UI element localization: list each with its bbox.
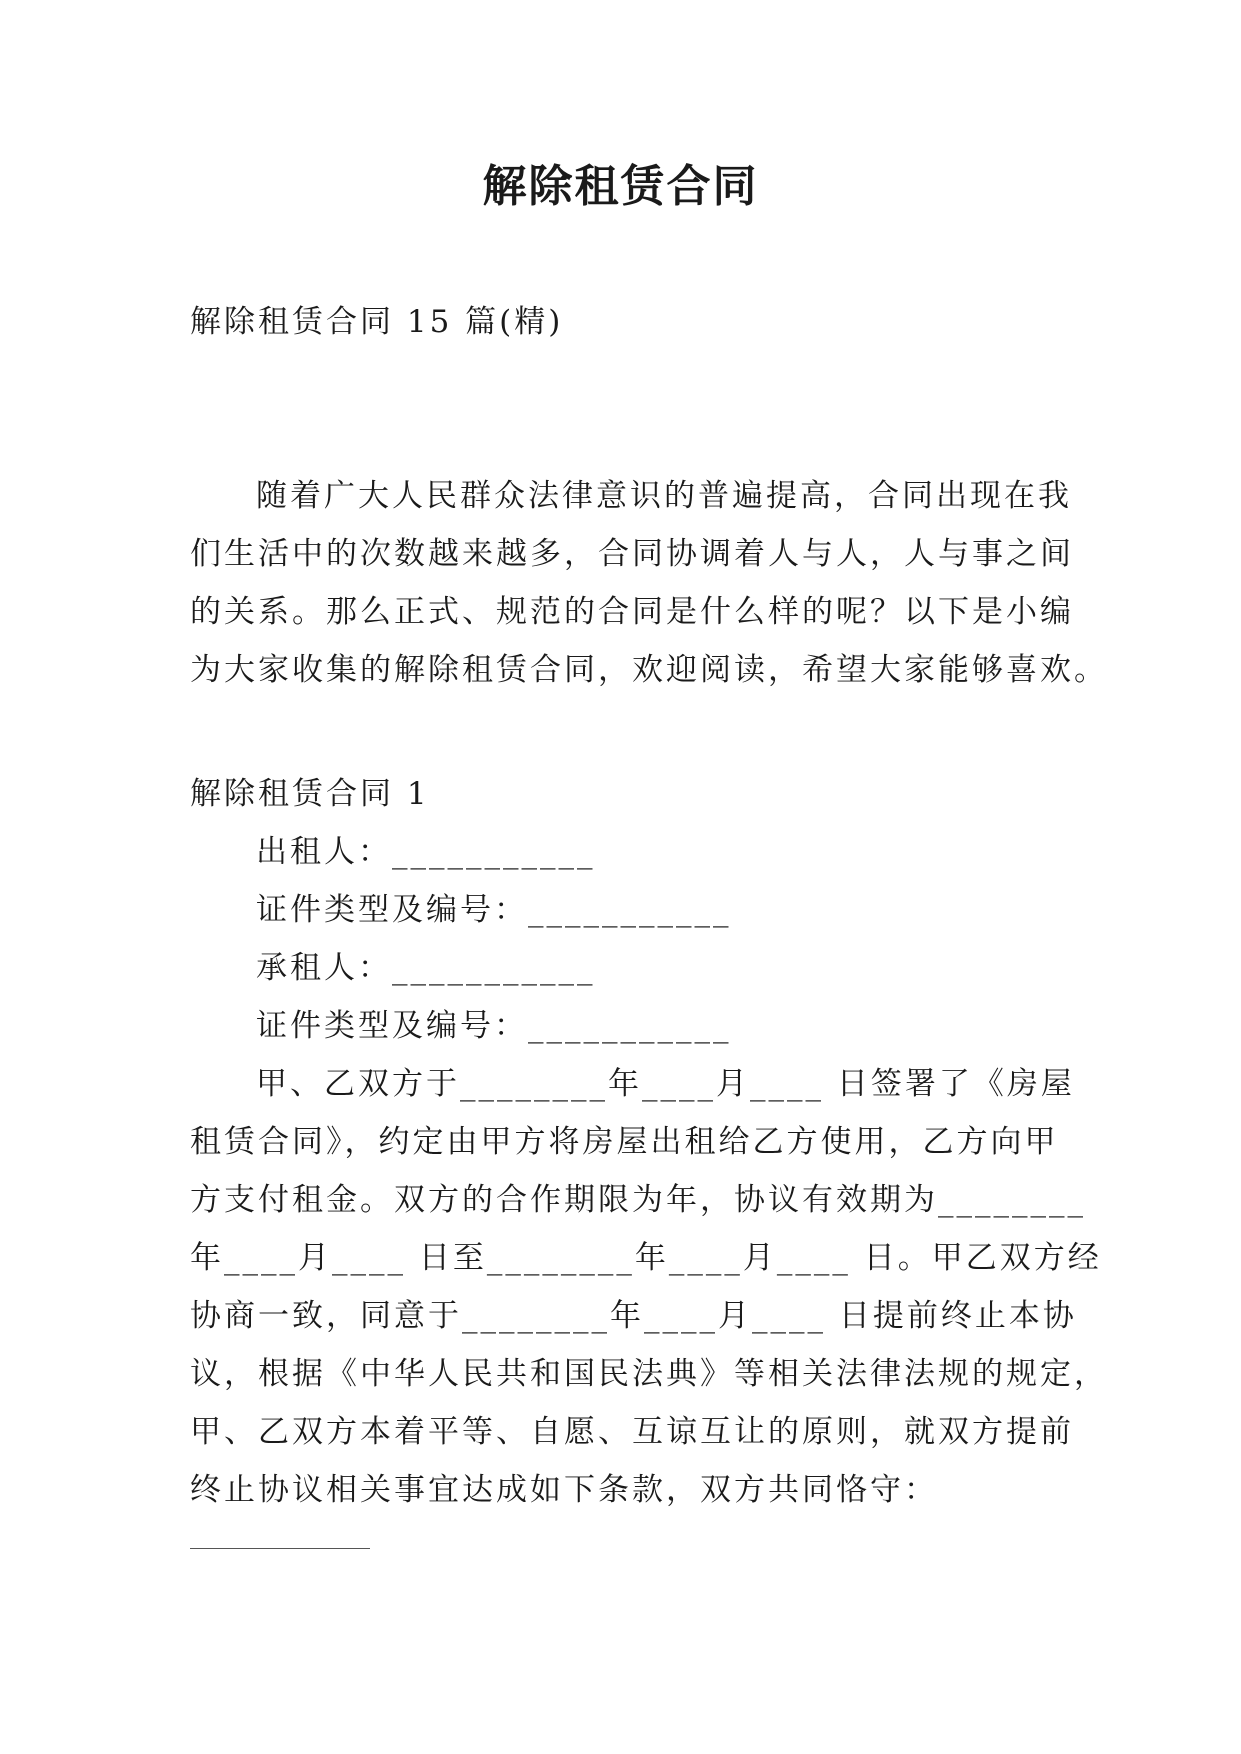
field-lessor-id: [256, 884, 732, 929]
field-lessor: [256, 826, 596, 871]
field-lessee-blank: ___________: [392, 950, 596, 986]
body-line-1: 甲、乙双方于________年____月____ 日签署了《房屋: [256, 1066, 1075, 1102]
body-line-5: 协商一致，同意于________年____月____ 日提前终止本协: [190, 1298, 1077, 1334]
intro-line-1: 随着广大人民群众法律意识的普遍提高，合同出现在我: [256, 478, 1072, 514]
body-line-2: 租赁合同》，约定由甲方将房屋出租给乙方使用，乙方向甲: [190, 1124, 1059, 1160]
intro-line-3: 的关系。那么正式、规范的合同是什么样的呢？以下是小编: [190, 594, 1074, 630]
document-subtitle: 解除租赁合同 15 篇(精): [190, 304, 564, 340]
body-line-6: 议，根据《中华人民共和国民法典》等相关法律法规的规定，: [190, 1356, 1108, 1392]
body-line-4: 年____月____ 日至________年____月____ 日。甲乙双方经: [190, 1240, 1102, 1276]
footnote-divider: [190, 1548, 370, 1549]
document-title: 解除租赁合同: [482, 161, 759, 212]
field-lessee-id: [256, 1000, 732, 1045]
field-lessor-id-blank: ___________: [528, 892, 732, 928]
field-lessee-label: 承租人：: [256, 950, 392, 986]
intro-line-4: 为大家收集的解除租赁合同，欢迎阅读，希望大家能够喜欢。: [190, 652, 1108, 688]
body-line-7: 甲、乙双方本着平等、自愿、互谅互让的原则，就双方提前: [190, 1414, 1074, 1450]
body-line-3: 方支付租金。双方的合作期限为年，协议有效期为________: [190, 1182, 1086, 1218]
intro-line-2: 们生活中的次数越来越多，合同协调着人与人，人与事之间: [190, 536, 1074, 572]
field-lessor-label: 出租人：: [256, 834, 392, 870]
field-lessee: [256, 942, 596, 987]
field-lessor-id-label: 证件类型及编号：: [256, 892, 528, 928]
body-line-8: 终止协议相关事宜达成如下条款，双方共同恪守：: [190, 1472, 938, 1508]
section-heading: 解除租赁合同 1: [190, 776, 430, 812]
field-lessee-id-label: 证件类型及编号：: [256, 1008, 528, 1044]
field-lessor-blank: ___________: [392, 834, 596, 870]
field-lessee-id-blank: ___________: [528, 1008, 732, 1044]
